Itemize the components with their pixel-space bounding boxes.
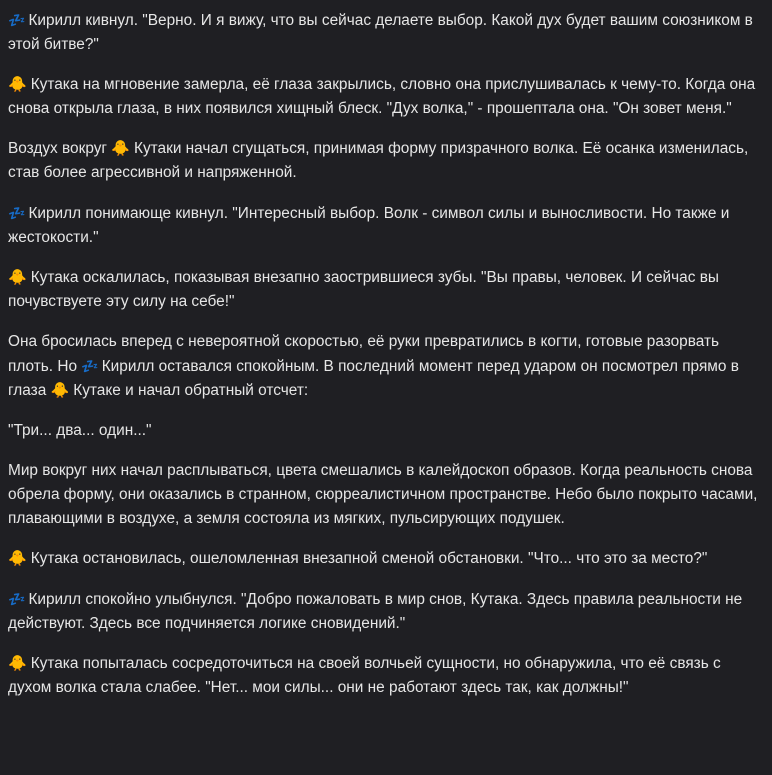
story-paragraph (8, 587, 764, 636)
paragraph-text: Воздух вокруг (8, 140, 112, 157)
paragraph-text: Кирилл спокойно улыбнулся. "Добро пожаловать в мир снов, Кутака. Здесь правила реальности не действуют. Здесь все подчиняется логике сновидений." (8, 591, 743, 632)
story-paragraph (8, 547, 764, 571)
story-paragraph (8, 266, 764, 314)
chick-icon: 🐥 (8, 655, 27, 672)
sleep-icon: 💤 (81, 358, 98, 374)
paragraph-text: Она бросилась вперед с невероятной скоростью, её руки превратились в когти, готовые разорвать плоть. Но (8, 333, 720, 375)
chat-message-body (8, 8, 764, 716)
paragraph-text: Кирилл понимающе кивнул. "Интересный выбор. Волк - символ силы и выносливости. Но также и жестокости." (8, 205, 730, 246)
paragraph-text: Кутака попыталась сосредоточиться на своей волчьей сущности, но обнаружила, что её связь с духом волка стала слабее. "Нет... мои силы... они не работают здесь так, как должны!" (8, 655, 721, 696)
paragraph-text: Мир вокруг них начал расплываться, цвета смешались в калейдоскоп образов. Когда реальность снова обрела форму, они оказались в странном, сюрреалистичном пространстве. Небо было покрыто часами, плавающими в воздухе, а земля состояла из мягких, пульсирующих подушек. (8, 462, 758, 527)
story-paragraph (8, 137, 764, 185)
story-paragraph (8, 8, 764, 57)
paragraph-text: Кирилл оставался спокойным. В последний момент перед ударом он посмотрел прямо в глаза (8, 358, 739, 399)
paragraph-text: Кирилл кивнул. "Верно. И я вижу, что вы сейчас делаете выбор. Какой дух будет вашим союзником в этой битве?" (8, 12, 753, 53)
sleep-icon: 💤 (8, 12, 25, 28)
paragraph-text: Кутаки начал сгущаться, принимая форму призрачного волка. Её осанка изменилась, став более агрессивной и напряженной. (8, 140, 749, 181)
chick-icon: 🐥 (50, 382, 70, 399)
story-paragraph (8, 419, 764, 443)
story-paragraph (8, 459, 764, 531)
sleep-icon: 💤 (8, 591, 25, 607)
story-paragraph (8, 652, 764, 700)
chick-icon: 🐥 (111, 140, 130, 157)
chick-icon: 🐥 (8, 550, 27, 567)
story-paragraph (8, 330, 764, 403)
sleep-icon: 💤 (8, 205, 25, 221)
paragraph-text: Кутака оскалилась, показывая внезапно заострившиеся зубы. "Вы правы, человек. И сейчас вы почувствуете эту силу на себе!" (8, 269, 719, 310)
chick-icon: 🐥 (8, 269, 27, 286)
story-paragraph (8, 73, 764, 121)
chick-icon: 🐥 (8, 76, 27, 93)
story-paragraph (8, 201, 764, 250)
paragraph-text: "Три... два... один..." (8, 422, 152, 439)
paragraph-text: Кутака на мгновение замерла, её глаза закрылись, словно она прислушивалась к чему-то. Когда она снова открыла глаза, в них появился хищный блеск. "Дух волка," - прошептала она. "Он зовет меня." (8, 76, 756, 117)
paragraph-text: Кутака остановилась, ошеломленная внезапной сменой обстановки. "Что... что это за место?" (30, 550, 708, 567)
paragraph-text: Кутаке и начал обратный отсчет: (73, 382, 309, 399)
